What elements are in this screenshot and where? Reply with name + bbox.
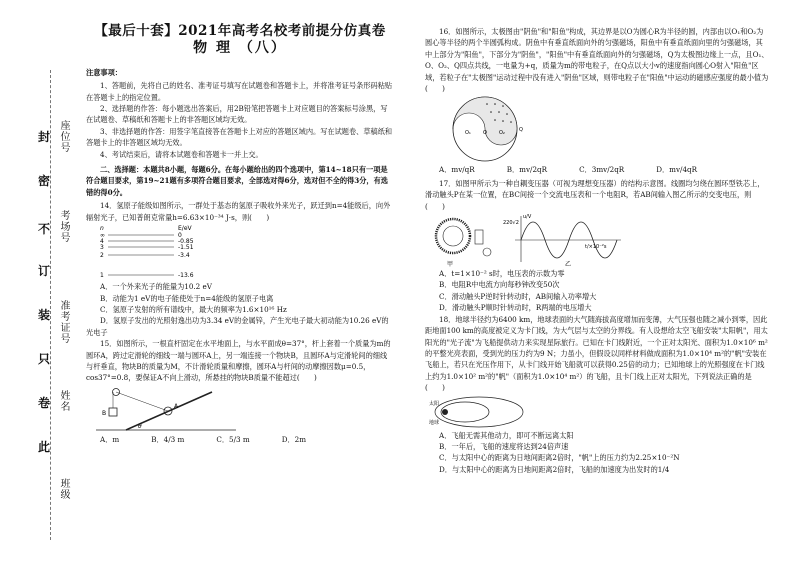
q18-option-d: D．与太阳中心的距离为日地间距离2倍时，飞船的加速度为出发时的1/4: [439, 464, 670, 474]
resistor: [475, 230, 483, 244]
label-name: 姓名: [58, 390, 69, 412]
level-e-header: E/eV: [178, 225, 192, 233]
label-o2: O₂: [499, 130, 505, 137]
seal-char-7: 卷: [38, 396, 51, 410]
level-n-2: 2: [100, 252, 104, 260]
notice-heading: 注意事项：: [86, 67, 122, 77]
t-axis-label: t/×10⁻²s: [585, 244, 607, 251]
taiji-diagram: [425, 94, 545, 164]
label-jia: 甲: [447, 261, 454, 269]
level-n-3: 3: [100, 244, 104, 252]
sun-label: 太阳: [429, 400, 440, 407]
block-b: [109, 408, 117, 416]
q18-option-b: B．一年后，飞船的速度将达到24倍声速: [439, 441, 569, 451]
level-e-3: -1.51: [178, 244, 194, 252]
q17-option-d: D．滑动触头P顺时针转动时，R两端的电压增大: [439, 303, 592, 313]
question-15: [86, 338, 394, 445]
q14-option-b: B．动能为1 eV的电子能使处于n=4能级的氢原子电离: [100, 293, 274, 303]
q17-option-b: B．电阻R中电流方向每秒钟改变50次: [439, 280, 560, 290]
q17-option-c: C．滑动触头P逆时针转动时，AB间输入功率增大: [439, 291, 597, 301]
q17-stem: 17．如图甲所示为一种自耦变压器（可视为理想变压器）的结构示意图。线圈均匀绕在圆环型铁芯上，滑动触头P在某一位置，在BC间接一个交流电压表和一个电阻R，若AB间输入图乙所示的交变电压，则( ): [425, 178, 765, 211]
label-class: 班级: [58, 478, 69, 500]
q16-option-b: B．mv/2qR: [506, 165, 548, 175]
q18-stem: 18．地球半径约为6400 km，地球表面的大气随海拔高度增加而变薄，大气压强也随之减小到零，因此距地面100 km的高度被定义为卡门线，为大气层与太空的分界线。有人设想给太空飞船安装"太阳帆"，用太阳光的"光子流"为飞船提供动力来实现星际旅行。已知在卡门线附近，一个正对太阳光、面积为1.0×10⁶ m²的平整光亮表面，受到光的压力约为9 N；力虽小，但假设以同样材料做成面积为1.0×10⁴ m²的"帆"安装在飞船上，若只在光压作用下，从卡门线开始飞船就可以获得0.25倍的动力；已知地球上的光照强度在卡门线上约为1.0×10² m²的"帆"（面积为1.0×10⁴ m²）的飞船，且卡门线上正对太阳光，下列说法正确的是( ): [425, 314, 768, 393]
level-n-1: 1: [100, 272, 104, 280]
seal-char-8: 此: [38, 440, 51, 454]
q16-option-c: C．3mv/2qR: [579, 165, 625, 175]
block-b-label: B: [102, 409, 107, 417]
level-e-4: -0.85: [178, 238, 194, 246]
q18-option-a: A．飞船无需其他动力，即可不断远离太阳: [439, 430, 574, 440]
notice-block: [86, 67, 394, 160]
u-max-label: 220√2: [503, 220, 519, 227]
question-18: [425, 314, 769, 475]
question-14: [86, 200, 394, 338]
q14-option-c: C．氢原子发射的所有谱线中，最大的频率为1.6×10¹⁶ Hz: [100, 304, 287, 314]
q17-option-a: A．t=1×10⁻² s时，电压表的示数为零: [439, 269, 565, 279]
seal-char-1: 封: [38, 130, 51, 144]
earth-label: 地球: [429, 419, 440, 426]
label-q: Q: [519, 127, 523, 134]
toroid-core: [443, 226, 463, 246]
question-16: [425, 26, 769, 176]
seal-char-2: 密: [38, 174, 51, 188]
label-yi: 乙: [565, 261, 572, 269]
orbit-outer: [435, 397, 523, 427]
notice-item-4: 4、考试结束后，请将本试题卷和答题卡一并上交。: [100, 149, 263, 159]
label-o: O: [483, 130, 487, 137]
seal-char-3: 不: [38, 222, 51, 236]
level-e-inf: 0: [178, 232, 182, 240]
q15-option-d: D．2m: [281, 434, 307, 444]
level-e-2: -3.4: [178, 252, 190, 260]
q15-option-b: B．4/3 m: [151, 434, 185, 444]
notice-item-2: 2、选择题的作答：每小题选出答案后，用2B铅笔把答题卡上对应题目的答案标号涂黑，写在试题卷、草稿纸和答题卡上的非答题区域均无效。: [86, 104, 388, 125]
paper-title: 【最后十套】2021年高考名校考前提分仿真卷: [94, 23, 386, 39]
q15-options: [86, 434, 394, 445]
level-n-inf: ∞: [100, 232, 105, 240]
sun: [442, 409, 448, 415]
seal-char-4: 订: [38, 264, 51, 278]
level-n-4: 4: [100, 238, 104, 246]
yin-fish: [453, 97, 517, 145]
q14-stem: 14．氢原子能级如图所示，一群处于基态的氢原子吸收外来光子，跃迁到n=4能级后，向外辐射光子，已知普朗克常量h=6.63×10⁻³⁴ J·s，则( ): [86, 201, 391, 222]
seal-char-6: 只: [38, 352, 51, 366]
label-ticket-number: 准考证号: [58, 300, 69, 344]
voltmeter: [483, 248, 491, 256]
q14-option-a: A．一个外来光子的能量为10.2 eV: [100, 282, 212, 292]
question-17: [425, 178, 769, 314]
ring-a-label: A: [174, 402, 179, 410]
seal-char-5: 装: [38, 308, 51, 322]
level-n-header: n: [100, 225, 104, 233]
paper-subject: 物 理 （八）: [193, 40, 287, 57]
q15-option-c: C．5/3 m: [216, 434, 250, 444]
label-room-number: 考场号: [58, 210, 69, 243]
q16-option-a: A．mv/qR: [439, 165, 475, 175]
transformer-diagram: [425, 212, 625, 268]
u-axis-label: u/V: [523, 214, 532, 221]
q14-option-d: D．氢原子发出的光照射逸出功为3.34 eV的金属锌，产生光电子最大初动能为10.26 eV的光电子: [86, 316, 389, 337]
binding-margin: [0, 0, 69, 562]
level-e-1: -13.6: [178, 272, 194, 280]
q18-option-c: C．与太阳中心的距离为日地间距离2倍时，"帆"上的压力约为2.25×10⁻²N: [439, 453, 680, 463]
label-seat-number: 座位号: [58, 120, 69, 153]
section-heading: 二、选择题：本题共8小题，每题6分。在每小题给出的四个选项中，第14~18只有一项是符合题目要求，第19~21题有多项符合题目要求，全部选对得6分，选对但不全的得3分，有选错的得0分。: [86, 165, 388, 197]
toroid-coil: [436, 219, 470, 253]
q16-options: [425, 164, 769, 175]
label-o1: O₁: [465, 130, 471, 137]
angle-label: θ: [138, 422, 142, 430]
energy-level-diagram: [86, 223, 246, 281]
q15-stem: 15．如图所示，一根直杆固定在水平地面上，与水平面成θ=37°，杆上套着一个质量为m的圆环A，跨过定滑轮的细线一端与圆环A上，另一端连接一个物块B，且圆环A与定滑轮间的细线与杆垂直，物块B的质量为M，不计滑轮质量和摩擦，圆环A与杆间的动摩擦因数μ=0.5，cos37°=0.8，要保证A不向上滑动，所悬挂的物块B质量不能超过( ): [86, 339, 391, 383]
seal-line: [50, 70, 51, 540]
orbit-inner: [441, 402, 489, 422]
string: [116, 392, 168, 411]
notice-item-3: 3、非选择题的作答：用签字笔直接答在答题卡上对应的答题区域内。写在试题卷、草稿纸和答题卡上的非答题区域均无效。: [86, 126, 393, 148]
notice-item-1: 1、答题前，先将自己的姓名、准考证号填写在试题卷和答题卡上，并将准考证号条形码粘贴在答题卡上的指定位置。: [86, 81, 393, 102]
q16-option-d: D．mv/4qR: [656, 165, 698, 175]
q15-option-a: A．m: [100, 434, 120, 444]
right-column: [425, 26, 769, 475]
solar-sail-diagram: [425, 394, 545, 430]
left-column: [86, 20, 394, 445]
q16-stem: 16．如图所示，太极图由"阴鱼"和"阳鱼"构成，其边界是以O为圆心R为半径的圆，内部由以O₁和O₂为圆心等半径的两个半圆弧构成。阴鱼中有垂直纸面向外的匀强磁场，阳鱼中有垂直纸面向里的匀强磁场，其中上部分为"阳鱼"，下部分为"阴鱼"，"阳鱼"中有垂直纸面向外的匀强磁场，Q为太极图边缘上一点，且O₁、O、O₂、Q四点共线，一电量为+q，质量为m的带电粒子，在Q点以大小v的速度指向圆心O射入"阳鱼"区域，若粒子在"太极图"运动过程中没有进入"阴鱼"区域，则带电粒子在"阳鱼"中运动的磁感应强度的最小值为( ): [425, 27, 769, 94]
incline-rod-diagram: [86, 384, 246, 434]
